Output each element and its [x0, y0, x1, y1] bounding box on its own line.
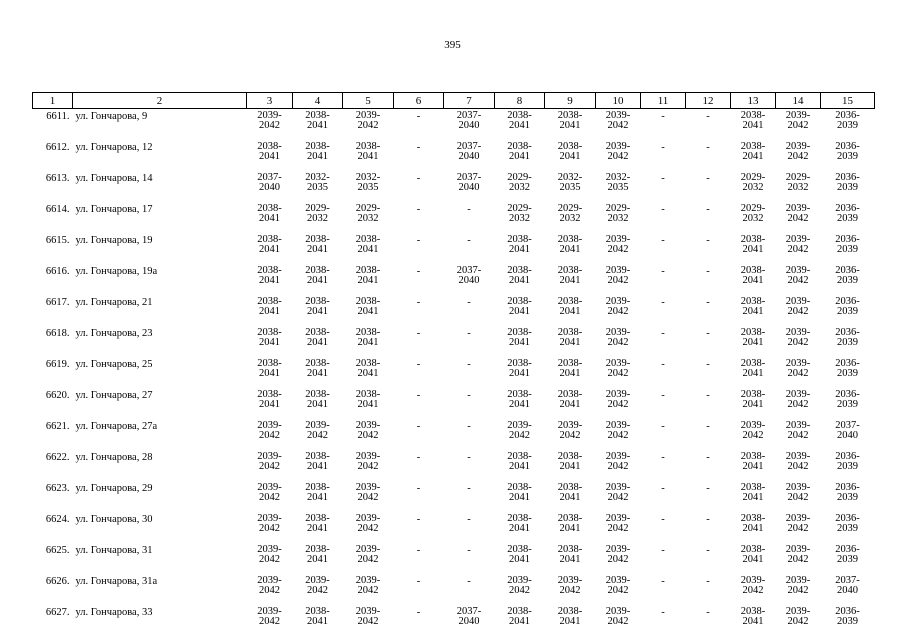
table-cell: 2038- 2041 — [507, 234, 532, 255]
table-row — [33, 295, 875, 326]
column-header: 4 — [293, 93, 343, 109]
table-cell: 2029- 2032 — [740, 203, 766, 224]
table-cell: - — [416, 483, 421, 494]
table-row — [33, 388, 875, 419]
row-address: ул. Гончарова, 27а — [75, 421, 158, 432]
row-address: ул. Гончарова, 9 — [75, 111, 148, 122]
row-number: 6617. — [45, 297, 70, 308]
column-header: 13 — [731, 93, 776, 109]
table-cell: 2039- 2042 — [785, 203, 811, 224]
row-number: 6625. — [45, 545, 70, 556]
table-cell: 2038- 2041 — [355, 327, 381, 348]
table-cell: 2036- 2039 — [835, 482, 860, 503]
table-cell: 2039- 2042 — [785, 513, 811, 534]
table-cell: 2039- 2042 — [785, 482, 811, 503]
table-cell: 2037- 2040 — [456, 172, 482, 193]
table-cell: - — [706, 297, 710, 308]
table-cell: - — [467, 576, 471, 587]
row-number: 6627. — [45, 607, 70, 618]
table-cell: 2039- 2042 — [507, 575, 532, 596]
table-cell: 2029- 2032 — [605, 203, 631, 224]
table-cell: 2038- 2041 — [507, 451, 532, 472]
table-cell: 2039- 2042 — [355, 544, 381, 565]
table-cell: 2032- 2035 — [305, 172, 330, 193]
table-cell: 2039- 2042 — [605, 327, 631, 348]
table-cell: 2038- 2041 — [355, 234, 381, 255]
table-cell: 2038- 2041 — [740, 234, 766, 255]
table-cell: - — [706, 173, 710, 184]
table-cell: 2032- 2035 — [557, 172, 583, 193]
table-row — [33, 264, 875, 295]
table-cell: 2038- 2041 — [740, 451, 766, 472]
page-number: 395 — [444, 39, 461, 51]
row-address: ул. Гончарова, 21 — [75, 297, 153, 308]
table-body — [33, 109, 875, 637]
table-cell: 2039- 2042 — [257, 606, 282, 627]
table-cell: 2039- 2042 — [785, 296, 811, 317]
table-cell: 2036- 2039 — [835, 358, 860, 379]
table-cell: 2038- 2041 — [557, 141, 583, 162]
table-cell: 2038- 2041 — [557, 482, 583, 503]
table-cell: 2038- 2041 — [305, 296, 330, 317]
table-row — [33, 574, 875, 605]
column-header: 7 — [444, 93, 495, 109]
table-row — [33, 512, 875, 543]
table-cell: 2039- 2042 — [355, 606, 381, 627]
table-cell: 2038- 2041 — [740, 110, 766, 131]
table-cell: 2039- 2042 — [605, 234, 631, 255]
table-cell: 2038- 2041 — [305, 358, 330, 379]
row-address: ул. Гончарова, 25 — [75, 359, 153, 370]
table-cell: 2038- 2041 — [257, 358, 282, 379]
table-cell: - — [661, 483, 665, 494]
table-cell: 2038- 2041 — [507, 606, 532, 627]
table-cell: 2039- 2042 — [355, 110, 381, 131]
table-cell: 2037- 2040 — [257, 172, 282, 193]
table-cell: 2038- 2041 — [355, 358, 381, 379]
table-cell: 2038- 2041 — [257, 327, 282, 348]
table-cell: 2039- 2042 — [257, 110, 282, 131]
table-cell: 2036- 2039 — [835, 141, 860, 162]
table-cell: 2039- 2042 — [257, 513, 282, 534]
table-cell: 2039- 2042 — [305, 575, 330, 596]
table-cell: 2038- 2041 — [507, 389, 532, 410]
table-cell: 2039- 2042 — [507, 420, 532, 441]
table-cell: 2039- 2042 — [257, 451, 282, 472]
table-cell: 2038- 2041 — [507, 482, 532, 503]
row-address: ул. Гончарова, 14 — [75, 173, 153, 184]
table-cell: 2039- 2042 — [605, 389, 631, 410]
column-header: 2 — [73, 93, 247, 109]
table-cell: 2039- 2042 — [257, 544, 282, 565]
table-cell: 2038- 2041 — [557, 296, 583, 317]
table-cell: 2038- 2041 — [305, 513, 330, 534]
table-cell: 2038- 2041 — [740, 389, 766, 410]
table-cell: - — [416, 235, 421, 246]
column-header: 14 — [776, 93, 821, 109]
table-cell: - — [661, 390, 665, 401]
table-row — [33, 450, 875, 481]
table-cell: - — [467, 297, 471, 308]
table-cell: 2038- 2041 — [507, 296, 532, 317]
table-header — [33, 93, 875, 109]
table-cell: 2029- 2032 — [305, 203, 330, 224]
row-number: 6623. — [45, 483, 70, 494]
table-cell: - — [416, 142, 421, 153]
row-address: ул. Гончарова, 29 — [75, 483, 153, 494]
table-cell: 2039- 2042 — [355, 513, 381, 534]
table-cell: 2038- 2041 — [740, 327, 766, 348]
table-cell: 2039- 2042 — [605, 451, 631, 472]
table-row — [33, 202, 875, 233]
table-cell: 2038- 2041 — [305, 451, 330, 472]
column-header: 11 — [641, 93, 686, 109]
table-cell: - — [416, 452, 421, 463]
table-cell: 2039- 2042 — [605, 296, 631, 317]
row-number: 6620. — [45, 390, 70, 401]
table-cell: - — [706, 545, 710, 556]
table-cell: 2039- 2042 — [785, 575, 811, 596]
table-cell: - — [706, 452, 710, 463]
table-cell: 2038- 2041 — [557, 389, 583, 410]
row-address: ул. Гончарова, 28 — [75, 452, 153, 463]
table-cell: - — [706, 514, 710, 525]
table-cell: 2036- 2039 — [835, 265, 860, 286]
table-cell: 2038- 2041 — [740, 513, 766, 534]
table-cell: 2038- 2041 — [257, 389, 282, 410]
row-number: 6624. — [45, 514, 70, 525]
column-header: 8 — [495, 93, 545, 109]
table-cell: 2039- 2042 — [355, 420, 381, 441]
table-cell: - — [706, 390, 710, 401]
table-cell: 2039- 2042 — [605, 420, 631, 441]
table-cell: 2038- 2041 — [557, 358, 583, 379]
row-number: 6621. — [45, 421, 70, 432]
table-cell: 2036- 2039 — [835, 234, 860, 255]
table-cell: 2039- 2042 — [257, 575, 282, 596]
table-cell: - — [467, 483, 471, 494]
row-address: ул. Гончарова, 30 — [75, 514, 153, 525]
table-cell: 2038- 2041 — [740, 265, 766, 286]
table-cell: - — [467, 359, 471, 370]
table-cell: 2038- 2041 — [557, 451, 583, 472]
table-cell: - — [661, 266, 665, 277]
table-cell: 2029- 2032 — [507, 172, 532, 193]
table-cell: 2039- 2042 — [605, 513, 631, 534]
table-cell: 2038- 2041 — [305, 389, 330, 410]
table-cell: - — [706, 359, 710, 370]
column-header: 6 — [394, 93, 444, 109]
table-row — [33, 140, 875, 171]
table-cell: 2036- 2039 — [835, 451, 860, 472]
table-cell: 2039- 2042 — [740, 575, 766, 596]
table-cell: 2039- 2042 — [605, 482, 631, 503]
table-cell: 2038- 2041 — [257, 141, 282, 162]
table-cell: 2038- 2041 — [557, 110, 583, 131]
table-cell: - — [467, 514, 471, 525]
table-cell: - — [416, 297, 421, 308]
table-cell: - — [706, 421, 710, 432]
table-cell: 2038- 2041 — [507, 358, 532, 379]
table-cell: 2039- 2042 — [605, 141, 631, 162]
table-cell: - — [661, 173, 665, 184]
table-cell: 2039- 2042 — [785, 420, 811, 441]
table-cell: - — [416, 607, 421, 618]
table-cell: 2038- 2041 — [355, 265, 381, 286]
table-cell: 2036- 2039 — [835, 606, 860, 627]
table-cell: - — [467, 421, 471, 432]
table-cell: 2037- 2040 — [456, 606, 482, 627]
row-number: 6612. — [45, 142, 70, 153]
table-cell: 2039- 2042 — [605, 358, 631, 379]
table-cell: - — [706, 607, 710, 618]
table-cell: 2038- 2041 — [557, 327, 583, 348]
table-cell: - — [416, 545, 421, 556]
table-cell: 2037- 2040 — [456, 265, 482, 286]
row-address: ул. Гончарова, 19а — [75, 266, 158, 277]
table-cell: 2039- 2042 — [785, 327, 811, 348]
table-cell: 2039- 2042 — [605, 544, 631, 565]
table-cell: 2038- 2041 — [305, 234, 330, 255]
table-cell: 2039- 2042 — [557, 575, 583, 596]
table-cell: - — [706, 266, 710, 277]
row-number: 6626. — [45, 576, 70, 587]
table-cell: 2038- 2041 — [257, 234, 282, 255]
table-cell: 2039- 2042 — [605, 265, 631, 286]
table-row — [33, 109, 875, 141]
table-cell: 2038- 2041 — [507, 110, 532, 131]
table-cell: 2039- 2042 — [785, 389, 811, 410]
table-cell: 2039- 2042 — [740, 420, 766, 441]
table-cell: 2037- 2040 — [456, 110, 482, 131]
table-cell: 2038- 2041 — [355, 389, 381, 410]
table-cell: 2036- 2039 — [835, 544, 860, 565]
row-address: ул. Гончарова, 17 — [75, 204, 153, 215]
table-cell: - — [416, 359, 421, 370]
row-address: ул. Гончарова, 33 — [75, 607, 153, 618]
table-cell: 2038- 2041 — [740, 296, 766, 317]
table-cell: - — [416, 111, 421, 122]
table-cell: 2038- 2041 — [305, 327, 330, 348]
table-cell: - — [706, 204, 710, 215]
table-cell: 2039- 2042 — [785, 358, 811, 379]
row-number: 6616. — [45, 266, 70, 277]
table-cell: - — [416, 204, 421, 215]
table-cell: - — [416, 266, 421, 277]
table-cell: 2039- 2042 — [355, 575, 381, 596]
table-cell: - — [661, 297, 665, 308]
row-number: 6611. — [46, 111, 70, 122]
table-cell: 2039- 2042 — [257, 482, 282, 503]
table-cell: - — [661, 576, 665, 587]
table-cell: - — [706, 235, 710, 246]
table-cell: 2038- 2041 — [557, 513, 583, 534]
table-cell: 2039- 2042 — [355, 451, 381, 472]
row-address: ул. Гончарова, 23 — [75, 328, 153, 339]
row-number: 6619. — [45, 359, 70, 370]
table-cell: - — [416, 390, 421, 401]
row-address: ул. Гончарова, 12 — [75, 142, 153, 153]
table-cell: - — [467, 452, 471, 463]
table-cell: 2029- 2032 — [557, 203, 583, 224]
table-cell: 2038- 2041 — [257, 296, 282, 317]
table-row — [33, 326, 875, 357]
table-cell: - — [661, 328, 665, 339]
column-header: 5 — [343, 93, 394, 109]
table-cell: 2037- 2040 — [456, 141, 482, 162]
table-cell: 2038- 2041 — [507, 265, 532, 286]
table-cell: 2029- 2032 — [355, 203, 381, 224]
table-cell: 2038- 2041 — [305, 482, 330, 503]
table-cell: - — [467, 390, 471, 401]
table-cell: - — [416, 328, 421, 339]
table-cell: 2036- 2039 — [835, 172, 860, 193]
table-cell: 2039- 2042 — [355, 482, 381, 503]
table-cell: - — [661, 235, 665, 246]
registry-table — [32, 92, 875, 636]
table-cell: 2039- 2042 — [605, 606, 631, 627]
table-cell: 2038- 2041 — [305, 544, 330, 565]
table-cell: - — [661, 204, 665, 215]
column-header: 12 — [686, 93, 731, 109]
table-cell: 2039- 2042 — [785, 451, 811, 472]
table-cell: - — [416, 576, 421, 587]
table-cell: 2029- 2032 — [785, 172, 811, 193]
table-cell: - — [661, 142, 665, 153]
table-cell: 2038- 2041 — [507, 141, 532, 162]
table-row — [33, 357, 875, 388]
table-row — [33, 481, 875, 512]
table-cell: 2029- 2032 — [507, 203, 532, 224]
table-cell: - — [467, 235, 471, 246]
table-cell: - — [706, 576, 710, 587]
table-cell: - — [706, 142, 710, 153]
table-cell: 2039- 2042 — [785, 265, 811, 286]
table-cell: 2032- 2035 — [605, 172, 631, 193]
table-cell: 2038- 2041 — [557, 606, 583, 627]
table-cell: 2038- 2041 — [305, 606, 330, 627]
row-number: 6618. — [45, 328, 70, 339]
table-cell: 2036- 2039 — [835, 327, 860, 348]
row-number: 6615. — [45, 235, 70, 246]
header-row — [33, 93, 875, 109]
table-cell: 2037- 2040 — [835, 420, 860, 441]
row-number: 6614. — [45, 204, 70, 215]
row-number: 6613. — [45, 173, 70, 184]
table-cell: - — [416, 514, 421, 525]
table-cell: 2038- 2041 — [257, 203, 282, 224]
table-cell: 2039- 2042 — [305, 420, 330, 441]
table-cell: - — [416, 421, 421, 432]
table-cell: 2038- 2041 — [507, 513, 532, 534]
table-cell: - — [661, 111, 665, 122]
table-cell: 2039- 2042 — [785, 606, 811, 627]
table-cell: - — [467, 204, 471, 215]
table-row — [33, 419, 875, 450]
table-cell: - — [416, 173, 421, 184]
table-cell: 2038- 2041 — [257, 265, 282, 286]
column-header: 10 — [596, 93, 641, 109]
table-row — [33, 171, 875, 202]
table-cell: 2037- 2040 — [835, 575, 860, 596]
table-cell: - — [661, 607, 665, 618]
table-cell: 2038- 2041 — [557, 234, 583, 255]
table-row — [33, 543, 875, 574]
row-address: ул. Гончарова, 27 — [75, 390, 153, 401]
table-cell: 2036- 2039 — [835, 513, 860, 534]
table-cell: 2038- 2041 — [305, 265, 330, 286]
row-address: ул. Гончарова, 31 — [75, 545, 153, 556]
table-cell: 2039- 2042 — [785, 544, 811, 565]
table-cell: 2038- 2041 — [740, 544, 766, 565]
table-cell: - — [661, 514, 665, 525]
table-cell: 2038- 2041 — [557, 265, 583, 286]
table-cell: 2036- 2039 — [835, 389, 860, 410]
table-cell: 2039- 2042 — [605, 110, 631, 131]
table-cell: 2038- 2041 — [557, 544, 583, 565]
table-cell: 2036- 2039 — [835, 296, 860, 317]
table-cell: - — [706, 328, 710, 339]
table-cell: - — [661, 452, 665, 463]
table-cell: 2038- 2041 — [507, 544, 532, 565]
table-cell: 2038- 2041 — [740, 482, 766, 503]
table-cell: 2032- 2035 — [355, 172, 381, 193]
table-cell: 2038- 2041 — [305, 110, 330, 131]
table-row — [33, 605, 875, 636]
table-cell: 2038- 2041 — [740, 606, 766, 627]
column-header: 15 — [821, 93, 875, 109]
row-number: 6622. — [45, 452, 70, 463]
table-cell: 2038- 2041 — [507, 327, 532, 348]
table-cell: - — [661, 359, 665, 370]
table-cell: 2039- 2042 — [785, 141, 811, 162]
table-cell: - — [661, 545, 665, 556]
table-cell: 2036- 2039 — [835, 203, 860, 224]
table-cell: - — [706, 483, 710, 494]
table-cell: 2038- 2041 — [355, 296, 381, 317]
table-cell: 2038- 2041 — [740, 141, 766, 162]
table-cell: - — [706, 111, 710, 122]
table-row — [33, 233, 875, 264]
table-cell: 2029- 2032 — [740, 172, 766, 193]
row-address: ул. Гончарова, 31а — [75, 576, 158, 587]
column-header: 3 — [247, 93, 293, 109]
table-cell: 2038- 2041 — [355, 141, 381, 162]
table-cell: - — [467, 545, 471, 556]
table-cell: 2039- 2042 — [785, 110, 811, 131]
table-cell: - — [661, 421, 665, 432]
table-cell: 2036- 2039 — [835, 110, 860, 131]
table-cell: 2039- 2042 — [257, 420, 282, 441]
table-cell: 2038- 2041 — [740, 358, 766, 379]
table-cell: 2038- 2041 — [305, 141, 330, 162]
table-cell: - — [467, 328, 471, 339]
table-cell: 2039- 2042 — [557, 420, 583, 441]
row-address: ул. Гончарова, 19 — [75, 235, 153, 246]
column-header: 9 — [545, 93, 596, 109]
table-cell: 2039- 2042 — [785, 234, 811, 255]
column-header: 1 — [33, 93, 73, 109]
table-cell: 2039- 2042 — [605, 575, 631, 596]
